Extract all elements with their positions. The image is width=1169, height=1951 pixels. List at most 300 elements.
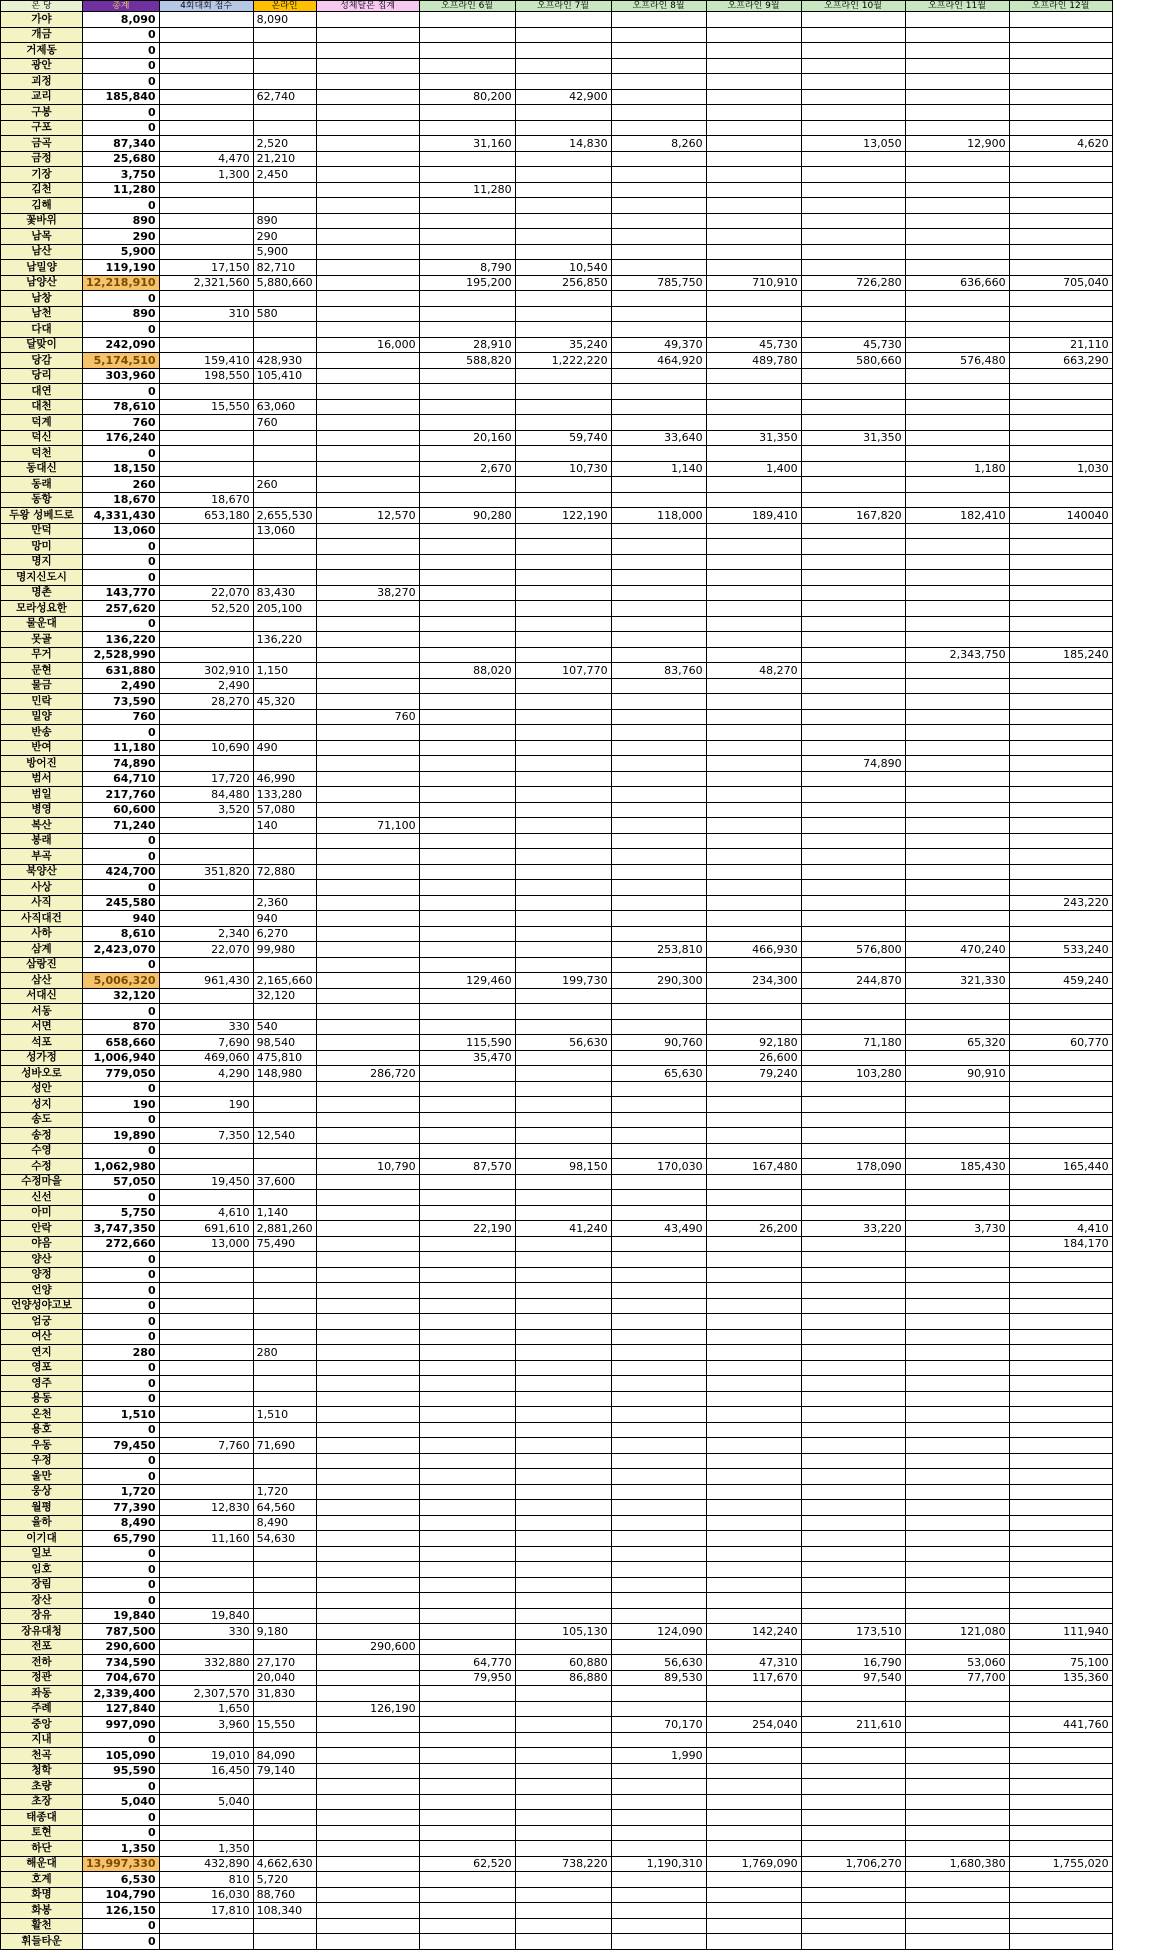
cell-value[interactable] bbox=[905, 1128, 1009, 1144]
cell-value[interactable] bbox=[316, 213, 419, 229]
cell-value[interactable]: 2,360 bbox=[253, 895, 316, 911]
cell-total[interactable]: 940 bbox=[83, 911, 160, 927]
cell-parish-name[interactable]: 율하 bbox=[1, 1515, 83, 1531]
cell-value[interactable] bbox=[905, 864, 1009, 880]
cell-value[interactable] bbox=[159, 27, 253, 43]
cell-value[interactable] bbox=[1009, 1019, 1112, 1035]
cell-value[interactable]: 185,430 bbox=[905, 1159, 1009, 1175]
cell-value[interactable] bbox=[316, 1934, 419, 1950]
cell-value[interactable] bbox=[611, 632, 706, 648]
cell-value[interactable]: 4,610 bbox=[159, 1205, 253, 1221]
cell-value[interactable] bbox=[905, 663, 1009, 679]
cell-parish-name[interactable]: 청학 bbox=[1, 1763, 83, 1779]
cell-value[interactable]: 107,770 bbox=[515, 663, 611, 679]
cell-value[interactable] bbox=[515, 1283, 611, 1299]
cell-parish-name[interactable]: 다대 bbox=[1, 322, 83, 338]
cell-value[interactable] bbox=[801, 1469, 905, 1485]
cell-value[interactable]: 59,740 bbox=[515, 430, 611, 446]
cell-value[interactable] bbox=[515, 647, 611, 663]
cell-value[interactable]: 810 bbox=[159, 1872, 253, 1888]
cell-value[interactable] bbox=[905, 1236, 1009, 1252]
cell-value[interactable] bbox=[253, 1453, 316, 1469]
cell-value[interactable] bbox=[611, 1515, 706, 1531]
cell-value[interactable] bbox=[316, 740, 419, 756]
cell-value[interactable] bbox=[1009, 12, 1112, 28]
cell-value[interactable] bbox=[419, 384, 515, 400]
cell-value[interactable] bbox=[1009, 1267, 1112, 1283]
cell-value[interactable] bbox=[706, 492, 801, 508]
cell-value[interactable] bbox=[905, 1608, 1009, 1624]
cell-value[interactable]: 1,510 bbox=[253, 1407, 316, 1423]
cell-parish-name[interactable]: 화봉 bbox=[1, 1903, 83, 1919]
cell-parish-name[interactable]: 남양산 bbox=[1, 275, 83, 291]
cell-value[interactable]: 140040 bbox=[1009, 508, 1112, 524]
cell-value[interactable] bbox=[1009, 244, 1112, 260]
cell-value[interactable] bbox=[611, 415, 706, 431]
cell-value[interactable] bbox=[1009, 1887, 1112, 1903]
cell-total[interactable]: 64,710 bbox=[83, 771, 160, 787]
cell-parish-name[interactable]: 여산 bbox=[1, 1329, 83, 1345]
cell-value[interactable] bbox=[706, 523, 801, 539]
cell-value[interactable] bbox=[1009, 988, 1112, 1004]
cell-value[interactable] bbox=[611, 616, 706, 632]
cell-value[interactable] bbox=[801, 1608, 905, 1624]
cell-value[interactable]: 82,710 bbox=[253, 260, 316, 276]
cell-value[interactable] bbox=[611, 1453, 706, 1469]
cell-total[interactable]: 0 bbox=[83, 1732, 160, 1748]
cell-value[interactable] bbox=[159, 477, 253, 493]
cell-value[interactable]: 10,790 bbox=[316, 1159, 419, 1175]
cell-value[interactable] bbox=[419, 1314, 515, 1330]
cell-value[interactable] bbox=[706, 105, 801, 121]
cell-value[interactable] bbox=[316, 1810, 419, 1826]
cell-value[interactable] bbox=[611, 911, 706, 927]
cell-value[interactable] bbox=[316, 1825, 419, 1841]
cell-parish-name[interactable]: 범일 bbox=[1, 787, 83, 803]
cell-value[interactable] bbox=[1009, 1128, 1112, 1144]
cell-total[interactable]: 0 bbox=[83, 1593, 160, 1609]
cell-value[interactable] bbox=[419, 1174, 515, 1190]
cell-value[interactable] bbox=[159, 554, 253, 570]
cell-value[interactable] bbox=[905, 1515, 1009, 1531]
cell-value[interactable] bbox=[706, 368, 801, 384]
cell-parish-name[interactable]: 중앙 bbox=[1, 1717, 83, 1733]
cell-total[interactable]: 18,150 bbox=[83, 461, 160, 477]
cell-value[interactable] bbox=[611, 167, 706, 183]
cell-value[interactable] bbox=[611, 1360, 706, 1376]
cell-parish-name[interactable]: 석포 bbox=[1, 1035, 83, 1051]
cell-total[interactable]: 0 bbox=[83, 1252, 160, 1268]
cell-value[interactable]: 199,730 bbox=[515, 973, 611, 989]
cell-value[interactable]: 1,150 bbox=[253, 663, 316, 679]
cell-value[interactable] bbox=[1009, 926, 1112, 942]
cell-value[interactable] bbox=[611, 849, 706, 865]
cell-value[interactable] bbox=[706, 1438, 801, 1454]
cell-value[interactable] bbox=[706, 1298, 801, 1314]
cell-value[interactable]: 65,320 bbox=[905, 1035, 1009, 1051]
cell-value[interactable] bbox=[611, 1283, 706, 1299]
cell-value[interactable] bbox=[316, 1174, 419, 1190]
cell-value[interactable] bbox=[706, 182, 801, 198]
cell-value[interactable] bbox=[801, 105, 905, 121]
cell-value[interactable] bbox=[515, 1732, 611, 1748]
cell-value[interactable] bbox=[316, 1562, 419, 1578]
cell-value[interactable] bbox=[801, 1794, 905, 1810]
cell-value[interactable] bbox=[316, 229, 419, 245]
cell-value[interactable] bbox=[1009, 1686, 1112, 1702]
cell-value[interactable] bbox=[905, 1391, 1009, 1407]
cell-value[interactable]: 63,060 bbox=[253, 399, 316, 415]
cell-value[interactable] bbox=[801, 1872, 905, 1888]
cell-value[interactable] bbox=[611, 291, 706, 307]
cell-value[interactable]: 310 bbox=[159, 306, 253, 322]
cell-total[interactable]: 424,700 bbox=[83, 864, 160, 880]
cell-value[interactable] bbox=[419, 1453, 515, 1469]
cell-value[interactable] bbox=[1009, 58, 1112, 74]
cell-value[interactable] bbox=[253, 1391, 316, 1407]
cell-value[interactable] bbox=[1009, 1066, 1112, 1082]
cell-value[interactable]: 12,830 bbox=[159, 1500, 253, 1516]
cell-value[interactable] bbox=[253, 1732, 316, 1748]
cell-parish-name[interactable]: 만덕 bbox=[1, 523, 83, 539]
cell-value[interactable] bbox=[706, 213, 801, 229]
cell-value[interactable]: 32,120 bbox=[253, 988, 316, 1004]
cell-value[interactable] bbox=[253, 1794, 316, 1810]
cell-value[interactable]: 64,770 bbox=[419, 1655, 515, 1671]
cell-value[interactable] bbox=[316, 833, 419, 849]
cell-value[interactable] bbox=[706, 1701, 801, 1717]
cell-value[interactable] bbox=[419, 1872, 515, 1888]
cell-value[interactable] bbox=[905, 1050, 1009, 1066]
cell-value[interactable]: 198,550 bbox=[159, 368, 253, 384]
cell-value[interactable] bbox=[515, 492, 611, 508]
cell-value[interactable]: 26,600 bbox=[706, 1050, 801, 1066]
cell-value[interactable] bbox=[706, 1934, 801, 1950]
cell-total[interactable]: 5,040 bbox=[83, 1794, 160, 1810]
cell-value[interactable] bbox=[611, 787, 706, 803]
cell-value[interactable] bbox=[253, 647, 316, 663]
cell-value[interactable] bbox=[419, 1422, 515, 1438]
cell-value[interactable]: 1,720 bbox=[253, 1484, 316, 1500]
cell-value[interactable] bbox=[801, 1407, 905, 1423]
cell-value[interactable]: 1,755,020 bbox=[1009, 1856, 1112, 1872]
cell-value[interactable] bbox=[515, 725, 611, 741]
cell-total[interactable]: 0 bbox=[83, 1546, 160, 1562]
cell-value[interactable]: 126,190 bbox=[316, 1701, 419, 1717]
cell-total[interactable]: 0 bbox=[83, 554, 160, 570]
cell-value[interactable] bbox=[611, 554, 706, 570]
cell-value[interactable] bbox=[706, 1500, 801, 1516]
cell-value[interactable] bbox=[611, 27, 706, 43]
cell-value[interactable]: 351,820 bbox=[159, 864, 253, 880]
cell-value[interactable] bbox=[905, 1500, 1009, 1516]
cell-value[interactable] bbox=[316, 895, 419, 911]
cell-value[interactable] bbox=[801, 1004, 905, 1020]
cell-value[interactable] bbox=[706, 1841, 801, 1857]
cell-value[interactable] bbox=[801, 368, 905, 384]
cell-parish-name[interactable]: 광안 bbox=[1, 58, 83, 74]
cell-parish-name[interactable]: 문현 bbox=[1, 663, 83, 679]
cell-value[interactable] bbox=[1009, 1469, 1112, 1485]
cell-value[interactable] bbox=[159, 1391, 253, 1407]
cell-value[interactable] bbox=[316, 988, 419, 1004]
cell-value[interactable] bbox=[611, 1236, 706, 1252]
cell-value[interactable] bbox=[515, 1314, 611, 1330]
cell-value[interactable]: 173,510 bbox=[801, 1624, 905, 1640]
cell-value[interactable] bbox=[1009, 709, 1112, 725]
cell-value[interactable] bbox=[611, 1391, 706, 1407]
cell-value[interactable]: 17,150 bbox=[159, 260, 253, 276]
cell-value[interactable] bbox=[159, 1810, 253, 1826]
cell-value[interactable]: 7,760 bbox=[159, 1438, 253, 1454]
cell-total[interactable]: 5,900 bbox=[83, 244, 160, 260]
cell-value[interactable] bbox=[419, 198, 515, 214]
cell-value[interactable] bbox=[611, 89, 706, 105]
cell-value[interactable] bbox=[159, 105, 253, 121]
cell-value[interactable] bbox=[905, 740, 1009, 756]
header-cell-offline-aug[interactable]: 오프라인 8월 bbox=[611, 1, 706, 12]
cell-value[interactable]: 21,110 bbox=[1009, 337, 1112, 353]
cell-parish-name[interactable]: 성지 bbox=[1, 1097, 83, 1113]
cell-value[interactable] bbox=[159, 1252, 253, 1268]
cell-value[interactable] bbox=[801, 151, 905, 167]
cell-value[interactable] bbox=[1009, 1810, 1112, 1826]
cell-value[interactable] bbox=[1009, 523, 1112, 539]
cell-total[interactable]: 79,450 bbox=[83, 1438, 160, 1454]
cell-parish-name[interactable]: 동항 bbox=[1, 492, 83, 508]
cell-value[interactable] bbox=[419, 58, 515, 74]
cell-value[interactable]: 54,630 bbox=[253, 1531, 316, 1547]
cell-value[interactable]: 5,900 bbox=[253, 244, 316, 260]
cell-value[interactable] bbox=[515, 182, 611, 198]
cell-value[interactable] bbox=[706, 880, 801, 896]
cell-value[interactable] bbox=[1009, 430, 1112, 446]
cell-value[interactable] bbox=[419, 616, 515, 632]
cell-value[interactable] bbox=[1009, 1143, 1112, 1159]
cell-value[interactable] bbox=[905, 678, 1009, 694]
cell-total[interactable]: 890 bbox=[83, 306, 160, 322]
cell-value[interactable] bbox=[515, 833, 611, 849]
cell-value[interactable] bbox=[253, 322, 316, 338]
cell-value[interactable] bbox=[905, 802, 1009, 818]
cell-value[interactable] bbox=[1009, 1329, 1112, 1345]
cell-value[interactable] bbox=[1009, 1422, 1112, 1438]
cell-value[interactable] bbox=[515, 1081, 611, 1097]
cell-value[interactable] bbox=[515, 1872, 611, 1888]
cell-value[interactable] bbox=[316, 539, 419, 555]
cell-value[interactable] bbox=[611, 818, 706, 834]
cell-value[interactable] bbox=[611, 1562, 706, 1578]
cell-value[interactable] bbox=[801, 911, 905, 927]
cell-value[interactable]: 726,280 bbox=[801, 275, 905, 291]
cell-value[interactable] bbox=[611, 1345, 706, 1361]
cell-value[interactable] bbox=[316, 74, 419, 90]
cell-value[interactable] bbox=[253, 384, 316, 400]
cell-value[interactable] bbox=[905, 1174, 1009, 1190]
cell-value[interactable] bbox=[706, 1453, 801, 1469]
cell-value[interactable] bbox=[611, 957, 706, 973]
cell-value[interactable] bbox=[801, 1360, 905, 1376]
cell-value[interactable] bbox=[801, 880, 905, 896]
cell-value[interactable] bbox=[515, 1143, 611, 1159]
cell-value[interactable] bbox=[515, 1267, 611, 1283]
cell-value[interactable]: 10,690 bbox=[159, 740, 253, 756]
cell-total[interactable]: 73,590 bbox=[83, 694, 160, 710]
cell-value[interactable] bbox=[905, 1934, 1009, 1950]
cell-total[interactable]: 32,120 bbox=[83, 988, 160, 1004]
cell-value[interactable] bbox=[1009, 415, 1112, 431]
cell-value[interactable] bbox=[706, 1608, 801, 1624]
cell-value[interactable]: 489,780 bbox=[706, 353, 801, 369]
cell-parish-name[interactable]: 개금 bbox=[1, 27, 83, 43]
cell-total[interactable]: 658,660 bbox=[83, 1035, 160, 1051]
cell-total[interactable]: 1,062,980 bbox=[83, 1159, 160, 1175]
cell-value[interactable]: 13,060 bbox=[253, 523, 316, 539]
header-cell-offline-sep[interactable]: 오프라인 9월 bbox=[706, 1, 801, 12]
cell-value[interactable] bbox=[515, 585, 611, 601]
cell-value[interactable] bbox=[515, 1887, 611, 1903]
cell-value[interactable] bbox=[1009, 802, 1112, 818]
cell-value[interactable] bbox=[419, 678, 515, 694]
cell-value[interactable] bbox=[1009, 1531, 1112, 1547]
cell-value[interactable] bbox=[611, 229, 706, 245]
cell-value[interactable] bbox=[1009, 120, 1112, 136]
cell-value[interactable] bbox=[1009, 182, 1112, 198]
cell-value[interactable] bbox=[316, 136, 419, 152]
cell-value[interactable] bbox=[905, 1422, 1009, 1438]
cell-value[interactable]: 1,140 bbox=[611, 461, 706, 477]
cell-value[interactable] bbox=[1009, 694, 1112, 710]
cell-parish-name[interactable]: 두왕 성베드로 bbox=[1, 508, 83, 524]
cell-value[interactable] bbox=[159, 833, 253, 849]
cell-value[interactable] bbox=[159, 1779, 253, 1795]
cell-value[interactable] bbox=[316, 1035, 419, 1051]
cell-total[interactable]: 74,890 bbox=[83, 756, 160, 772]
cell-value[interactable] bbox=[515, 244, 611, 260]
cell-total[interactable]: 2,528,990 bbox=[83, 647, 160, 663]
cell-value[interactable]: 184,170 bbox=[1009, 1236, 1112, 1252]
cell-value[interactable] bbox=[253, 554, 316, 570]
cell-value[interactable] bbox=[801, 678, 905, 694]
cell-value[interactable] bbox=[706, 1391, 801, 1407]
cell-value[interactable] bbox=[515, 678, 611, 694]
cell-value[interactable] bbox=[159, 1190, 253, 1206]
cell-value[interactable] bbox=[801, 446, 905, 462]
cell-total[interactable]: 0 bbox=[83, 291, 160, 307]
cell-value[interactable] bbox=[316, 1345, 419, 1361]
cell-value[interactable] bbox=[419, 1143, 515, 1159]
cell-value[interactable]: 260 bbox=[253, 477, 316, 493]
cell-value[interactable] bbox=[905, 1872, 1009, 1888]
cell-value[interactable] bbox=[706, 120, 801, 136]
cell-value[interactable] bbox=[905, 787, 1009, 803]
cell-value[interactable] bbox=[419, 1019, 515, 1035]
cell-value[interactable] bbox=[611, 151, 706, 167]
cell-parish-name[interactable]: 물금 bbox=[1, 678, 83, 694]
cell-value[interactable] bbox=[801, 725, 905, 741]
cell-value[interactable] bbox=[905, 1252, 1009, 1268]
cell-value[interactable] bbox=[515, 120, 611, 136]
cell-value[interactable] bbox=[419, 756, 515, 772]
cell-value[interactable] bbox=[801, 864, 905, 880]
cell-parish-name[interactable]: 남목 bbox=[1, 229, 83, 245]
cell-value[interactable] bbox=[419, 1345, 515, 1361]
cell-value[interactable]: 254,040 bbox=[706, 1717, 801, 1733]
cell-parish-name[interactable]: 송도 bbox=[1, 1112, 83, 1128]
cell-value[interactable]: 760 bbox=[253, 415, 316, 431]
cell-value[interactable] bbox=[801, 1701, 905, 1717]
cell-value[interactable] bbox=[419, 1546, 515, 1562]
cell-value[interactable] bbox=[253, 1360, 316, 1376]
cell-parish-name[interactable]: 양산 bbox=[1, 1252, 83, 1268]
cell-value[interactable] bbox=[611, 1500, 706, 1516]
cell-value[interactable] bbox=[611, 213, 706, 229]
cell-value[interactable] bbox=[706, 694, 801, 710]
cell-value[interactable] bbox=[706, 616, 801, 632]
cell-parish-name[interactable]: 금곡 bbox=[1, 136, 83, 152]
cell-value[interactable] bbox=[515, 988, 611, 1004]
cell-parish-name[interactable]: 삼계 bbox=[1, 942, 83, 958]
cell-value[interactable] bbox=[419, 911, 515, 927]
cell-value[interactable] bbox=[905, 957, 1009, 973]
cell-value[interactable] bbox=[419, 539, 515, 555]
header-cell-tally[interactable]: 성체달본 집계 bbox=[316, 1, 419, 12]
cell-parish-name[interactable]: 사하 bbox=[1, 926, 83, 942]
cell-parish-name[interactable]: 휘들타운 bbox=[1, 1934, 83, 1950]
cell-value[interactable] bbox=[515, 756, 611, 772]
cell-total[interactable]: 0 bbox=[83, 570, 160, 586]
cell-value[interactable] bbox=[905, 880, 1009, 896]
cell-total[interactable]: 0 bbox=[83, 1360, 160, 1376]
cell-value[interactable] bbox=[419, 74, 515, 90]
cell-value[interactable] bbox=[253, 1159, 316, 1175]
cell-value[interactable] bbox=[316, 864, 419, 880]
cell-total[interactable]: 136,220 bbox=[83, 632, 160, 648]
cell-parish-name[interactable]: 전하 bbox=[1, 1655, 83, 1671]
cell-value[interactable] bbox=[159, 1345, 253, 1361]
cell-value[interactable]: 90,760 bbox=[611, 1035, 706, 1051]
cell-value[interactable] bbox=[611, 74, 706, 90]
cell-value[interactable]: 14,830 bbox=[515, 136, 611, 152]
cell-parish-name[interactable]: 북양산 bbox=[1, 864, 83, 880]
cell-value[interactable] bbox=[706, 1763, 801, 1779]
cell-value[interactable] bbox=[419, 229, 515, 245]
cell-value[interactable] bbox=[706, 1639, 801, 1655]
cell-value[interactable]: 11,280 bbox=[419, 182, 515, 198]
cell-value[interactable] bbox=[419, 1205, 515, 1221]
cell-value[interactable] bbox=[253, 678, 316, 694]
cell-value[interactable] bbox=[316, 89, 419, 105]
cell-value[interactable] bbox=[905, 1314, 1009, 1330]
cell-value[interactable] bbox=[801, 926, 905, 942]
cell-value[interactable]: 12,570 bbox=[316, 508, 419, 524]
cell-value[interactable] bbox=[419, 291, 515, 307]
cell-value[interactable] bbox=[1009, 601, 1112, 617]
cell-value[interactable]: 441,760 bbox=[1009, 1717, 1112, 1733]
cell-value[interactable] bbox=[611, 1794, 706, 1810]
cell-value[interactable] bbox=[706, 1779, 801, 1795]
cell-value[interactable] bbox=[515, 1190, 611, 1206]
cell-total[interactable]: 0 bbox=[83, 1004, 160, 1020]
cell-value[interactable] bbox=[801, 182, 905, 198]
cell-total[interactable]: 65,790 bbox=[83, 1531, 160, 1547]
cell-value[interactable] bbox=[1009, 1577, 1112, 1593]
cell-value[interactable] bbox=[316, 1298, 419, 1314]
cell-value[interactable]: 243,220 bbox=[1009, 895, 1112, 911]
cell-value[interactable] bbox=[801, 709, 905, 725]
cell-value[interactable]: 6,270 bbox=[253, 926, 316, 942]
cell-value[interactable] bbox=[419, 1639, 515, 1655]
